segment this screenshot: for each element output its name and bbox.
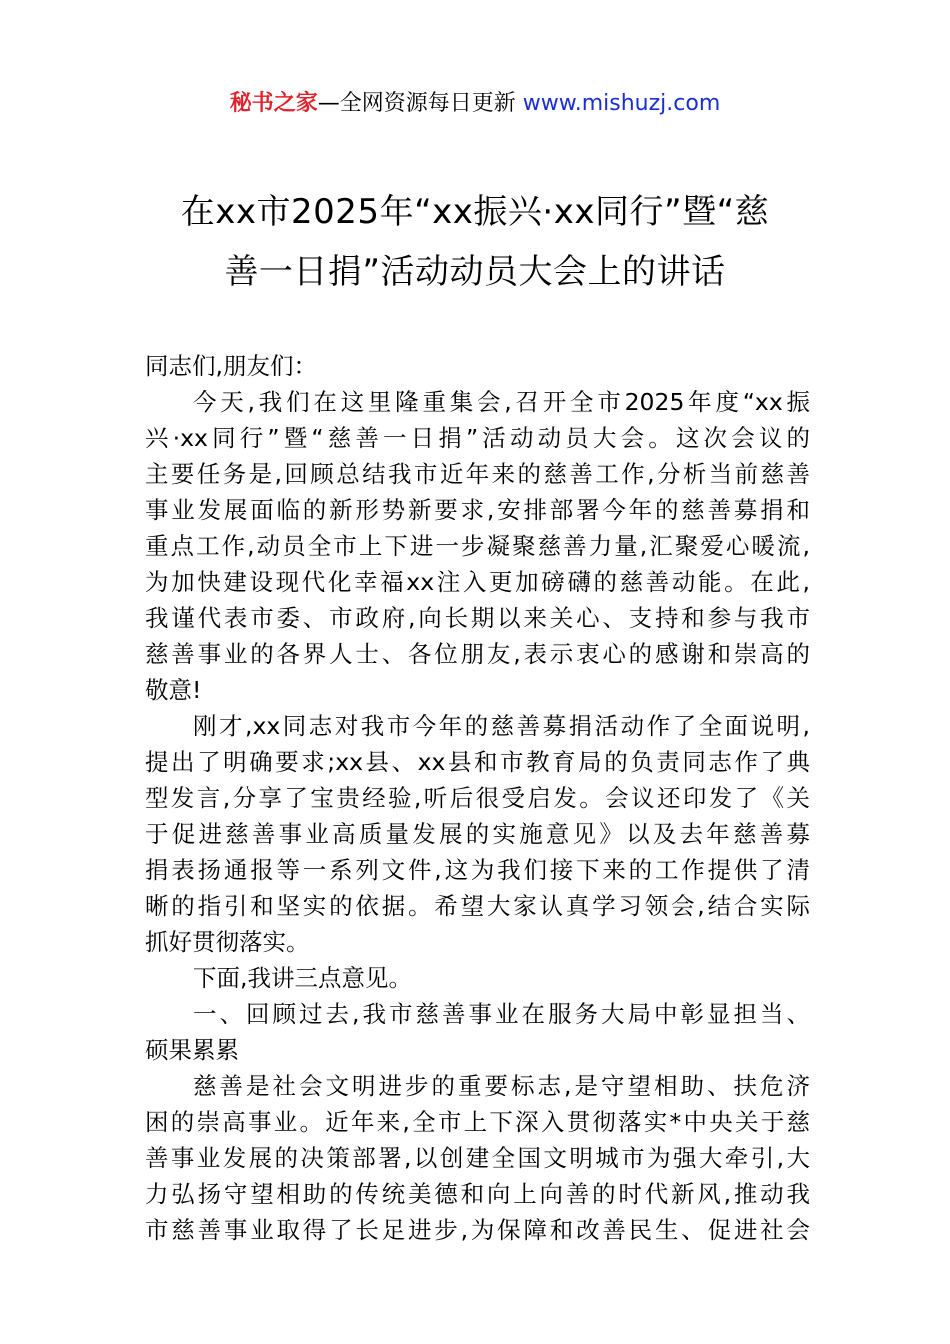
- paragraph-line: 我谨代表市委、市政府,向长期以来关心、支持和参与我市: [145, 604, 810, 632]
- section-heading-line: 硕果累累: [145, 1036, 239, 1064]
- salutation: 同志们,朋友们：: [145, 352, 317, 380]
- paragraph-line: 今天,我们在这里隆重集会,召开全市2025年度“xx振: [193, 388, 810, 416]
- paragraph-line: 晰的指引和坚实的依据。希望大家认真学习领会,结合实际: [145, 892, 810, 920]
- paragraph-line: 于促进慈善事业高质量发展的实施意见》以及去年慈善募: [145, 820, 810, 848]
- paragraph-line: 市慈善事业取得了长足进步,为保障和改善民生、促进社会: [145, 1216, 810, 1244]
- paragraph-line: 为加快建设现代化幸福xx注入更加磅礴的慈善动能。在此,: [145, 568, 810, 596]
- paragraph-line: 型发言,分享了宝贵经验,听后很受启发。会议还印发了《关: [145, 784, 810, 812]
- site-header: [0, 88, 950, 120]
- paragraph-line: 兴·xx同行”暨“慈善一日捐”活动动员大会。这次会议的: [145, 424, 810, 452]
- title-line: 善一日捐”活动动员大会上的讲话: [224, 252, 726, 292]
- paragraph-line: 主要任务是,回顾总结我市近年来的慈善工作,分析当前慈善: [145, 460, 810, 488]
- paragraph-line: 事业发展面临的新形势新要求,安排部署今年的慈善募捐和: [145, 496, 810, 524]
- paragraph-line: 敬意!: [145, 676, 202, 704]
- paragraph-line: 慈善是社会文明进步的重要标志,是守望相助、扶危济: [193, 1072, 810, 1100]
- section-heading-line: 一、回顾过去,我市慈善事业在服务大局中彰显担当、: [193, 1000, 810, 1028]
- paragraph-line: 善事业发展的决策部署,以创建全国文明城市为强大牵引,大: [145, 1144, 810, 1172]
- header-slogan: —全网资源每日更新: [317, 91, 516, 116]
- paragraph-line: 捐表扬通报等一系列文件,这为我们接下来的工作提供了清: [145, 856, 810, 884]
- paragraph-line: 抓好贯彻落实。: [145, 928, 310, 956]
- paragraph-line: 下面,我讲三点意见。: [193, 964, 412, 992]
- document-body: [145, 348, 810, 1248]
- paragraph-line: 刚才,xx同志对我市今年的慈善募捐活动作了全面说明,: [193, 712, 810, 740]
- paragraph-line: 提出了明确要求;xx县、xx县和市教育局的负责同志作了典: [145, 748, 810, 776]
- paragraph-line: 力弘扬守望相助的传统美德和向上向善的时代新风,推动我: [145, 1180, 810, 1208]
- title-line: 在xx市2025年“xx振兴·xx同行”暨“慈: [180, 192, 770, 232]
- paragraph-line: 慈善事业的各界人士、各位朋友,表示衷心的感谢和崇高的: [145, 640, 810, 668]
- paragraph-line: 重点工作,动员全市上下进一步凝聚慈善力量,汇聚爱心暖流,: [145, 532, 810, 560]
- brand-name: 秘书之家: [229, 91, 318, 116]
- document-title: [120, 182, 830, 302]
- paragraph-line: 困的崇高事业。近年来,全市上下深入贯彻落实*中央关于慈: [145, 1108, 810, 1136]
- site-url-link[interactable]: www.mishuzj.com: [522, 91, 721, 116]
